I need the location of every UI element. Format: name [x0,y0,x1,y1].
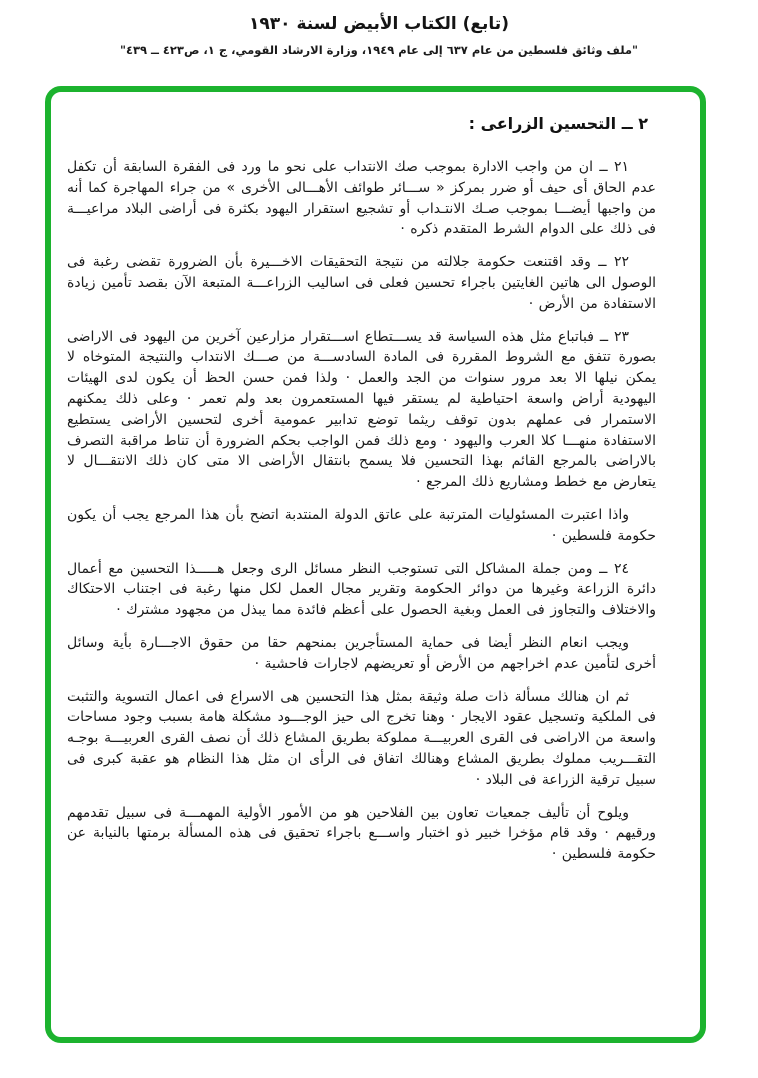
paragraph-tenant-protection: ويجب انعام النظر أيضا فى حماية المستأجرين بمنحهم حقا من حقوق الاجـــارة بأية وسائل أخرى لتأمين عدم اخراجهم من الأرض أو تعريضهم لاجارات فاحشية · [67,634,656,672]
document-body [51,92,700,1037]
document-title: (تابع) الكتاب الأبيض لسنة ١٩٣٠ [249,14,509,34]
source-citation: "ملف وثائق فلسطين من عام ٦٣٧ إلى عام ١٩٤٩، وزارة الارشاد القومي، ج ١، ص٤٢٣ ــ ٤٣٩" [119,43,639,57]
paragraphs-container [67,157,656,865]
section-heading: ٢ ــ التحسين الزراعى : [468,114,648,133]
paragraph-22: ٢٢ ــ وقد اقتنعت حكومة جلالته من نتيجة التحقيقات الاخـــيرة بأن الضرورة تقضى رغبة فى الوصول الى هاتين الغايتين باجراء تحسين فعلى فى اساليب الزراعـــة المتبعة الآن بقصد تأمين زيادة الاستفادة من الأرض · [67,254,656,312]
paragraph-21: ٢١ ــ ان من واجب الادارة بموجب صك الانتداب على نحو ما ورد فى الفقرة السابقة أن تكفل عدم الحاق أى حيف أو ضرر بمركز « ســـائر طوائف الأهـــالى الأخرى » من جراء المهاجرة كما أنه من واجبها أيضـــا بموجب صـك الانتـداب أو تشجيع استقرار اليهود بكثرة فى أراضى البلاد مراعيـــة فى ذلك على الدوام الشرط المتقدم ذكره · [67,159,656,238]
paragraph-24: ٢٤ ــ ومن جملة المشاكل التى تستوجب النظر مسائل الرى وجعل هـــــذا التحسين مع أعمال دائرة الزراعة وغيرها من دوائر الحكومة وتقرير مجال العمل لكل منها رغبة فى اجتناب الاحتكاك والاختلاف والتجاوز فى العمل وبغية الحصول على أعظم فائدة مما يبذل من مجهود مشترك · [67,560,656,619]
paragraph-land-settlement: ثم ان هنالك مسألة ذات صلة وثيقة بمثل هذا التحسين هى الاسراع فى اعمال التسوية والتثبت فى الملكية وتسجيل عقود الايجار · وهنا تخرج الى حيز الوجـــود مشكلة هامة بسبب وجود مساحات واسعة من الاراضى فى القرى العربيـــة مملوكة بطريق المشاع ذلك أن نصف القرى العربيـــة بوجـه التقـــريب مملوك بطريق المشاع وهنالك اتفاق فى الرأى ان مثل هذا النظام هو عقبة كبرى فى سبيل ترقية الزراعة فى البلاد · [67,688,656,788]
green-border-frame [45,86,706,1043]
paragraph-cooperatives: ويلوح أن تأليف جمعيات تعاون بين الفلاحين هو من الأمور الأولية المهمـــة فى سبيل تقدمهم ورقيهم · وقد قام مؤخرا خبير ذو اختبار واســـع باجراء تحقيق فى هذه المسألة برمتها بالنيابة عن حكومة فلسطين · [67,804,656,863]
paragraph-23-continuation: واذا اعتبرت المسئوليات المترتبة على عاتق الدولة المنتدبة اتضح بأن هذا المرجع يجب أن يكون حكومة فلسطين · [67,506,656,544]
page-header [0,14,758,57]
paragraph-23: ٢٣ ــ فباتباع مثل هذه السياسة قد يســـتطاع اســـتقرار مزارعين آخرين من اليهود فى الاراضى بصورة تتفق مع الشروط المقررة فى المادة السادســـة من صـــك الانتداب والنتيجة المتوخاه لا يمكن نيلها الا بعد مرور سنوات من الجد والعمل · ولذا فمن حسن الحظ أن يكون لدى الهيئات اليهودية أراض واسعة احتياطية لم يستقر فيها المستعمرون بعد ولم تعمر · وعلى ذلك يمكنهم الاستمرار فى عملهم بدون توقف ريثما توضع تدابير عمومية أخرى لتحسين الأراضى يستطيع الاستفادة منهـــا كلا العرب واليهود · ومع ذلك فمن الواجب بحكم الضرورة أن تناط مراقبة التصرف بالاراضى بالمرجع القائم بهذا التحسين فلا يسمح بانتقال الأراضى الا متى كان ذلك الانتقـــال لا يتعارض مع خطط ومشاريع ذلك المرجع · [67,328,656,491]
